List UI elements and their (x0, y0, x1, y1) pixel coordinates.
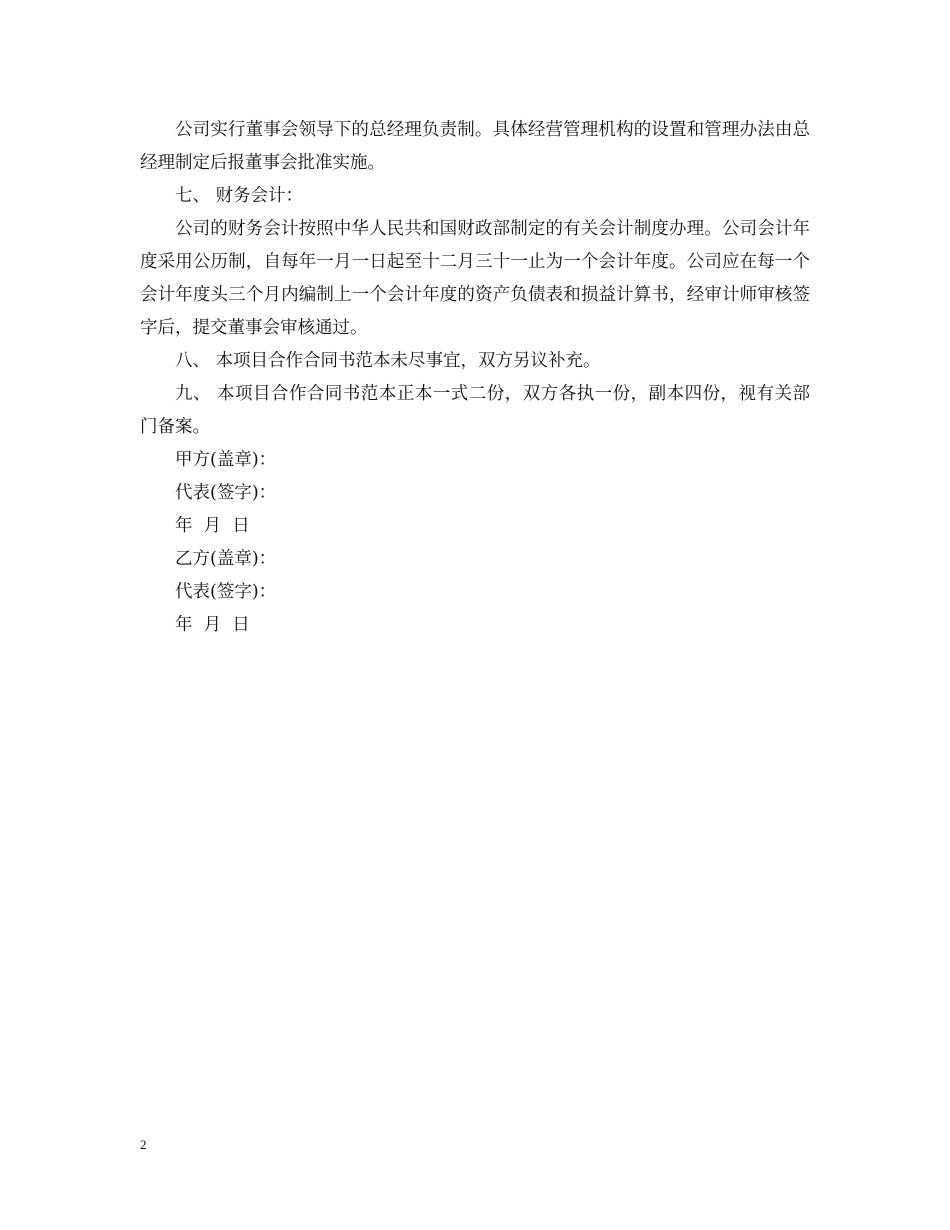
party-a-date-label: 年 月 日 (175, 516, 250, 536)
page-number: 2 (140, 1137, 147, 1152)
party-b-date-label: 年 月 日 (175, 615, 250, 635)
section-heading-finance: 七、 财务会计： (175, 186, 304, 206)
party-a-seal-label: 甲方(盖章)： (175, 450, 277, 470)
signature-block (140, 444, 810, 642)
party-b-seal-label: 乙方(盖章)： (175, 549, 277, 569)
clause-eight: 八、 本项目合作合同书范本未尽事宜，双方另议补充。 (175, 351, 601, 371)
clause-nine: 九、 本项目合作合同书范本正本一式二份，双方各执一份，副本四份，视有关部门备案。 (140, 384, 810, 437)
paragraph-management-system: 公司实行董事会领导下的总经理负责制。具体经营管理机构的设置和管理办法由总经理制定后报董事会批准实施。 (140, 120, 810, 173)
document-body (140, 114, 810, 642)
party-a-representative-label: 代表(签字)： (175, 483, 277, 503)
party-b-representative-label: 代表(签字)： (175, 582, 277, 602)
paragraph-finance-accounting: 公司的财务会计按照中华人民共和国财政部制定的有关会计制度办理。公司会计年度采用公历制，自每年一月一日起至十二月三十一止为一个会计年度。公司应在每一个会计年度头三个月内编制上一个会计年度的资产负债表和损益计算书，经审计师审核签字后，提交董事会审核通过。 (140, 219, 810, 338)
